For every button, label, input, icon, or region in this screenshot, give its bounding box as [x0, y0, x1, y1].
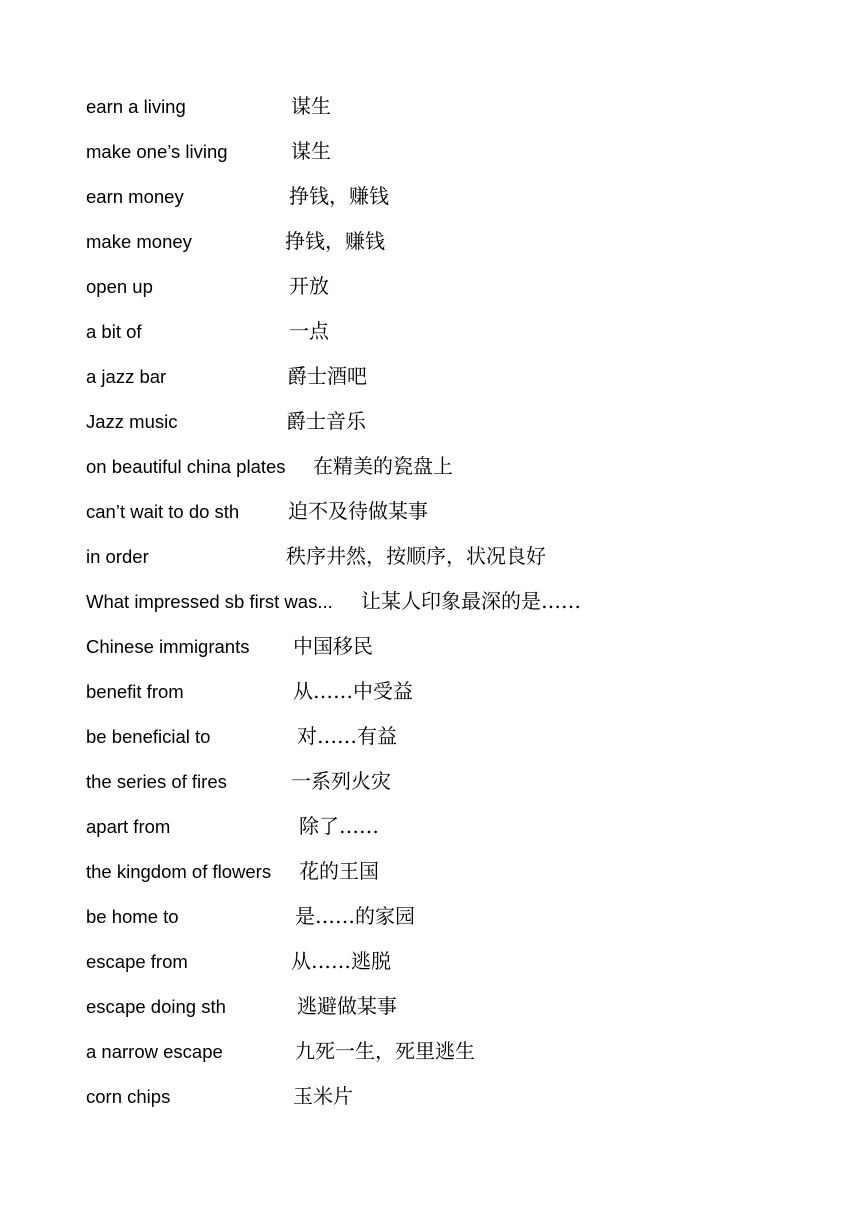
- vocab-row: [86, 407, 786, 452]
- english-phrase: earn money: [86, 186, 184, 207]
- chinese-meaning: 让某人印象最深的是……: [361, 589, 581, 613]
- vocab-row: [86, 632, 786, 677]
- vocab-row: [86, 542, 786, 587]
- english-phrase: open up: [86, 276, 153, 297]
- chinese-meaning: 逃避做某事: [297, 994, 397, 1018]
- chinese-meaning: 迫不及待做某事: [288, 499, 428, 523]
- chinese-meaning: 从……逃脱: [291, 949, 391, 973]
- vocab-row: [86, 272, 786, 317]
- vocab-row: [86, 767, 786, 812]
- english-phrase: make money: [86, 231, 192, 252]
- vocab-row: [86, 182, 786, 227]
- chinese-meaning: 一系列火灾: [291, 769, 391, 793]
- english-phrase: Chinese immigrants: [86, 636, 250, 657]
- english-phrase: corn chips: [86, 1086, 171, 1107]
- vocab-row: [86, 497, 786, 542]
- chinese-meaning: 一点: [289, 319, 329, 343]
- vocab-row: [86, 812, 786, 857]
- english-phrase: a bit of: [86, 321, 142, 342]
- english-phrase: What impressed sb first was...: [86, 591, 333, 612]
- english-phrase: make one’s living: [86, 141, 228, 162]
- english-phrase: be beneficial to: [86, 726, 211, 747]
- english-phrase: escape doing sth: [86, 996, 226, 1017]
- vocab-row: [86, 947, 786, 992]
- english-phrase: a narrow escape: [86, 1041, 223, 1062]
- chinese-meaning: 从……中受益: [293, 679, 413, 703]
- chinese-meaning: 除了……: [299, 814, 379, 838]
- english-phrase: the kingdom of flowers: [86, 861, 272, 882]
- chinese-meaning: 挣钱，赚钱: [289, 184, 389, 208]
- vocab-row: [86, 137, 786, 182]
- chinese-meaning: 爵士酒吧: [287, 364, 367, 388]
- english-phrase: escape from: [86, 951, 188, 972]
- vocab-row: [86, 587, 786, 632]
- vocabulary-list: [86, 92, 786, 1127]
- vocab-row: [86, 677, 786, 722]
- chinese-meaning: 中国移民: [293, 634, 373, 658]
- chinese-meaning: 谋生: [291, 94, 331, 118]
- vocab-row: [86, 902, 786, 947]
- chinese-meaning: 九死一生，死里逃生: [295, 1039, 475, 1063]
- chinese-meaning: 在精美的瓷盘上: [313, 454, 453, 478]
- vocab-row: [86, 452, 786, 497]
- vocab-row: [86, 1082, 786, 1127]
- chinese-meaning: 爵士音乐: [286, 409, 366, 433]
- english-phrase: be home to: [86, 906, 179, 927]
- chinese-meaning: 开放: [289, 274, 329, 298]
- chinese-meaning: 挣钱，赚钱: [285, 229, 385, 253]
- chinese-meaning: 花的王国: [299, 859, 379, 883]
- vocab-row: [86, 857, 786, 902]
- vocab-row: [86, 1037, 786, 1082]
- english-phrase: can’t wait to do sth: [86, 501, 240, 522]
- chinese-meaning: 是……的家园: [295, 904, 415, 928]
- vocab-row: [86, 227, 786, 272]
- chinese-meaning: 谋生: [291, 139, 331, 163]
- chinese-meaning: 玉米片: [293, 1084, 353, 1108]
- english-phrase: benefit from: [86, 681, 184, 702]
- vocab-row: [86, 92, 786, 137]
- english-phrase: a jazz bar: [86, 366, 167, 387]
- vocab-row: [86, 992, 786, 1037]
- vocab-row: [86, 362, 786, 407]
- english-phrase: in order: [86, 546, 149, 567]
- english-phrase: the series of fires: [86, 771, 227, 792]
- english-phrase: Jazz music: [86, 411, 178, 432]
- english-phrase: apart from: [86, 816, 171, 837]
- vocab-row: [86, 317, 786, 362]
- vocab-row: [86, 722, 786, 767]
- chinese-meaning: 秩序井然，按顺序，状况良好: [286, 544, 546, 568]
- english-phrase: on beautiful china plates: [86, 456, 286, 477]
- chinese-meaning: 对……有益: [297, 724, 397, 748]
- english-phrase: earn a living: [86, 96, 186, 117]
